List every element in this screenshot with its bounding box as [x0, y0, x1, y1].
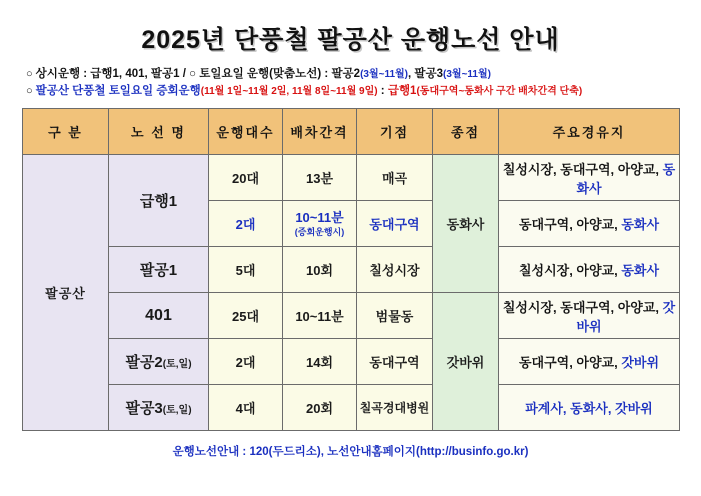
gap-1-main: 10~11분 — [295, 209, 344, 225]
header-division: 구 분 — [23, 109, 109, 155]
page-title: 2025년 단풍철 팔공산 운행노선 안내 — [141, 26, 560, 54]
note-1-seg-7: (3월~11월) — [360, 69, 409, 80]
cell-start-0: 매곡 — [357, 155, 433, 201]
note-1-seg-3: 토일요일 — [196, 68, 247, 80]
cell-route-express1 — [109, 155, 209, 247]
cell-end-donghwasa: 동화사 — [433, 155, 499, 293]
via-0-seg-1: 동화사 — [576, 161, 676, 196]
via-4-seg-0: 동대구역, 아양교, — [518, 355, 622, 370]
cell-gap-0: 13분 — [283, 155, 357, 201]
note-2-seg-3: 급행1 — [387, 85, 417, 97]
via-0-seg-0: 칠성시장, 동대구역, 아양교, — [502, 161, 663, 177]
cell-count-3: 25대 — [209, 293, 283, 339]
cell-gap-1 — [283, 201, 357, 247]
table-row — [23, 293, 680, 339]
cell-via-2 — [499, 247, 680, 293]
route-label: 팔공3 — [125, 400, 163, 417]
cell-route-palgong1 — [109, 247, 209, 293]
table-header-row — [23, 109, 680, 155]
via-2-seg-0: 칠성시장, 아양교, — [518, 263, 622, 278]
cell-gap-3: 10~11분 — [283, 293, 357, 339]
cell-start-3: 범물동 — [357, 293, 433, 339]
header-major-stops: 주요경유지 — [499, 109, 680, 155]
via-5-seg-0: 파계사, 동화사, 갓바위 — [525, 401, 653, 416]
cell-route-palgong3 — [109, 385, 209, 431]
route-label: 401 — [145, 306, 172, 324]
header-vehicle-count: 운행대수 — [209, 109, 283, 155]
header-route-name: 노 선 명 — [109, 109, 209, 155]
cell-via-1 — [499, 201, 680, 247]
note-1-seg-5: : — [321, 68, 332, 80]
cell-via-5 — [499, 385, 680, 431]
note-1-seg-9: 팔공3 — [414, 68, 444, 80]
table-row — [23, 385, 680, 431]
via-2-seg-1: 동화사 — [621, 263, 660, 278]
bullet-icon-2: ○ — [189, 68, 197, 80]
cell-route-palgong2 — [109, 339, 209, 385]
table-row — [23, 339, 680, 385]
note-2-seg-0: 팔공산 단풍철 토일요일 증회운행 — [35, 85, 201, 97]
via-4-seg-1: 갓바위 — [621, 355, 660, 370]
note-1-seg-1: / — [179, 68, 190, 80]
bullet-icon: ○ — [26, 68, 33, 80]
footer-contact: 운행노선안내 : 120(두드리소), 노선안내홈페이지(http://businfo.go.kr) — [172, 446, 529, 458]
cell-via-3 — [499, 293, 680, 339]
route-label: 급행1 — [139, 193, 178, 210]
route-label: 팔공1 — [139, 262, 178, 279]
cell-count-5: 4대 — [209, 385, 283, 431]
note-2-seg-1: (11월 1일~11월 2일, 11월 8일~11월 9일) — [200, 86, 378, 97]
cell-count-2: 5대 — [209, 247, 283, 293]
cell-count-1: 2대 — [209, 201, 283, 247]
note-2-seg-4: (동대구역~동화사 구간 배차간격 단축) — [416, 86, 583, 97]
via-3-seg-1: 갓바위 — [576, 299, 676, 334]
note-1-seg-6: 팔공2 — [331, 68, 361, 80]
gap-1-sub: (증회운행시) — [294, 226, 345, 237]
note-1-seg-0: 상시운행 : 급행1, 401, 팔공1 — [35, 68, 180, 80]
route-sub-label: (토,일) — [162, 359, 192, 370]
note-line-2 — [26, 83, 679, 100]
cell-start-1: 동대구역 — [357, 201, 433, 247]
note-1-seg-4: 운행(맞춤노선) — [246, 68, 322, 80]
table-row — [23, 247, 680, 293]
routes-table — [22, 108, 680, 431]
cell-via-0 — [499, 155, 680, 201]
cell-via-4 — [499, 339, 680, 385]
via-1-seg-0: 동대구역, 아양교, — [518, 217, 622, 232]
header-terminus: 종점 — [433, 109, 499, 155]
cell-gap-4: 14회 — [283, 339, 357, 385]
cell-gap-5: 20회 — [283, 385, 357, 431]
cell-count-4: 2대 — [209, 339, 283, 385]
route-sub-label: (토,일) — [162, 405, 192, 416]
cell-start-2: 칠성시장 — [357, 247, 433, 293]
cell-start-5: 칠곡경대병원 — [357, 385, 433, 431]
note-2-seg-2: : — [377, 85, 388, 97]
route-label: 팔공2 — [125, 354, 163, 371]
cell-end-gatbawi: 갓바위 — [433, 293, 499, 431]
via-3-seg-0: 칠성시장, 동대구역, 아양교, — [502, 299, 663, 315]
header-origin: 기점 — [357, 109, 433, 155]
note-1-seg-8: , — [408, 68, 415, 80]
header-interval: 배차간격 — [283, 109, 357, 155]
cell-start-4: 동대구역 — [357, 339, 433, 385]
via-1-seg-1: 동화사 — [621, 217, 660, 232]
note-1-seg-10: (3월~11월) — [443, 69, 491, 80]
cell-route-401 — [109, 293, 209, 339]
notes-block — [26, 66, 679, 100]
table-row — [23, 155, 680, 201]
cell-gap-2: 10회 — [283, 247, 357, 293]
cell-count-0: 20대 — [209, 155, 283, 201]
bullet-icon-3: ○ — [26, 85, 33, 97]
cell-region: 팔공산 — [23, 155, 109, 431]
note-line-1 — [26, 66, 679, 83]
